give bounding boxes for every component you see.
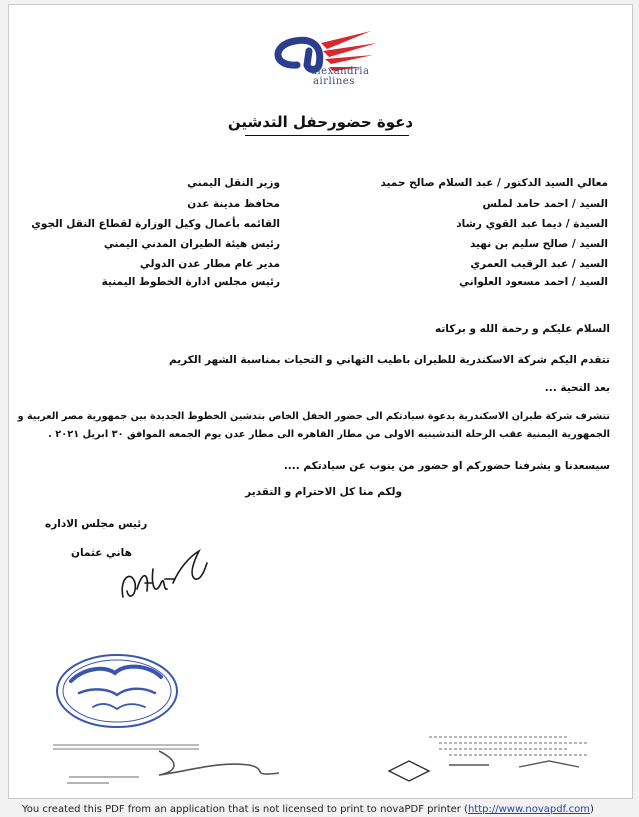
footer-letterhead-graphics [49, 731, 609, 791]
attendance-line: سيسعدنا و يشرفنا حضوركم او حضور من ينوب عن سيادتكم .... [283, 460, 610, 472]
logo-wordmark [311, 67, 369, 87]
recipient-role: وزير النقل اليمني [187, 177, 280, 189]
novapdf-link[interactable]: http://www.novapdf.com [467, 804, 590, 815]
title-underline [245, 135, 409, 136]
notice-text: You created this PDF from an application that is not licensed to print to novaPDF printer ( [22, 804, 468, 815]
salutation-line: بعد التحية ... [544, 382, 610, 394]
signatory-name: هاني عثمان [71, 547, 132, 559]
recipient-name: السيد / صالح سليم بن نهيد [469, 238, 608, 250]
company-stamp [53, 651, 181, 731]
invitation-paragraph-2: الجمهورية اليمنية عقب الرحلة التدشينيه الاولى من مطار القاهره الى مطار عدن يوم الجمعه الموافق ٣٠ ابريل ٢٠٢١ . [48, 429, 610, 440]
handwritten-signature [109, 539, 219, 609]
notice-end: ) [589, 804, 594, 815]
pdf-license-notice [22, 804, 594, 815]
recipient-role: القائمه بأعمال وكيل الوزارة لقطاع النقل الجوي [31, 218, 280, 230]
recipient-name: السيد / احمد حامد لملس [482, 198, 608, 210]
recipient-name: السيد / عبد الرقيب العمري [470, 258, 608, 270]
recipient-name: السيدة / ديما عبد القوي رشاد [456, 218, 608, 230]
invitation-title: دعوة حضورحفل التدشين [227, 113, 414, 131]
logo-word-alexandria: alexandria [311, 66, 370, 77]
recipient-role: محافظ مدينة عدن [187, 198, 280, 210]
recipient-role: مدير عام مطار عدن الدولي [139, 258, 280, 270]
recipient-name: معالي السيد الدكتور / عبد السلام صالح حميد [380, 177, 608, 189]
recipient-role: رئيس هيئة الطيران المدني اليمني [103, 238, 280, 250]
document-page [8, 4, 633, 799]
logo-word-airlines: airlines [313, 76, 355, 87]
recipient-name: السيد / احمد مسعود العلواني [459, 276, 608, 288]
closing-line: ولكم منا كل الاحترام و التقدير [245, 486, 402, 498]
invitation-paragraph-1: تتشرف شركة طيران الاسكندرية بدعوة سيادتكم الى حضور الحفل الخاص بتدشين الخطوط الجديدة بين جمهورية مصر العربية و [17, 411, 610, 422]
recipient-role: رئيس مجلس ادارة الخطوط اليمنية [101, 276, 280, 288]
signatory-title: رئيس مجلس الاداره [45, 518, 148, 530]
congrats-line: تتقدم اليكم شركة الاسكندرية للطيران باطيب التهاني و التحيات بمناسبة الشهر الكريم [168, 354, 610, 366]
greeting: السلام عليكم و رحمة الله و بركاته [434, 323, 610, 335]
